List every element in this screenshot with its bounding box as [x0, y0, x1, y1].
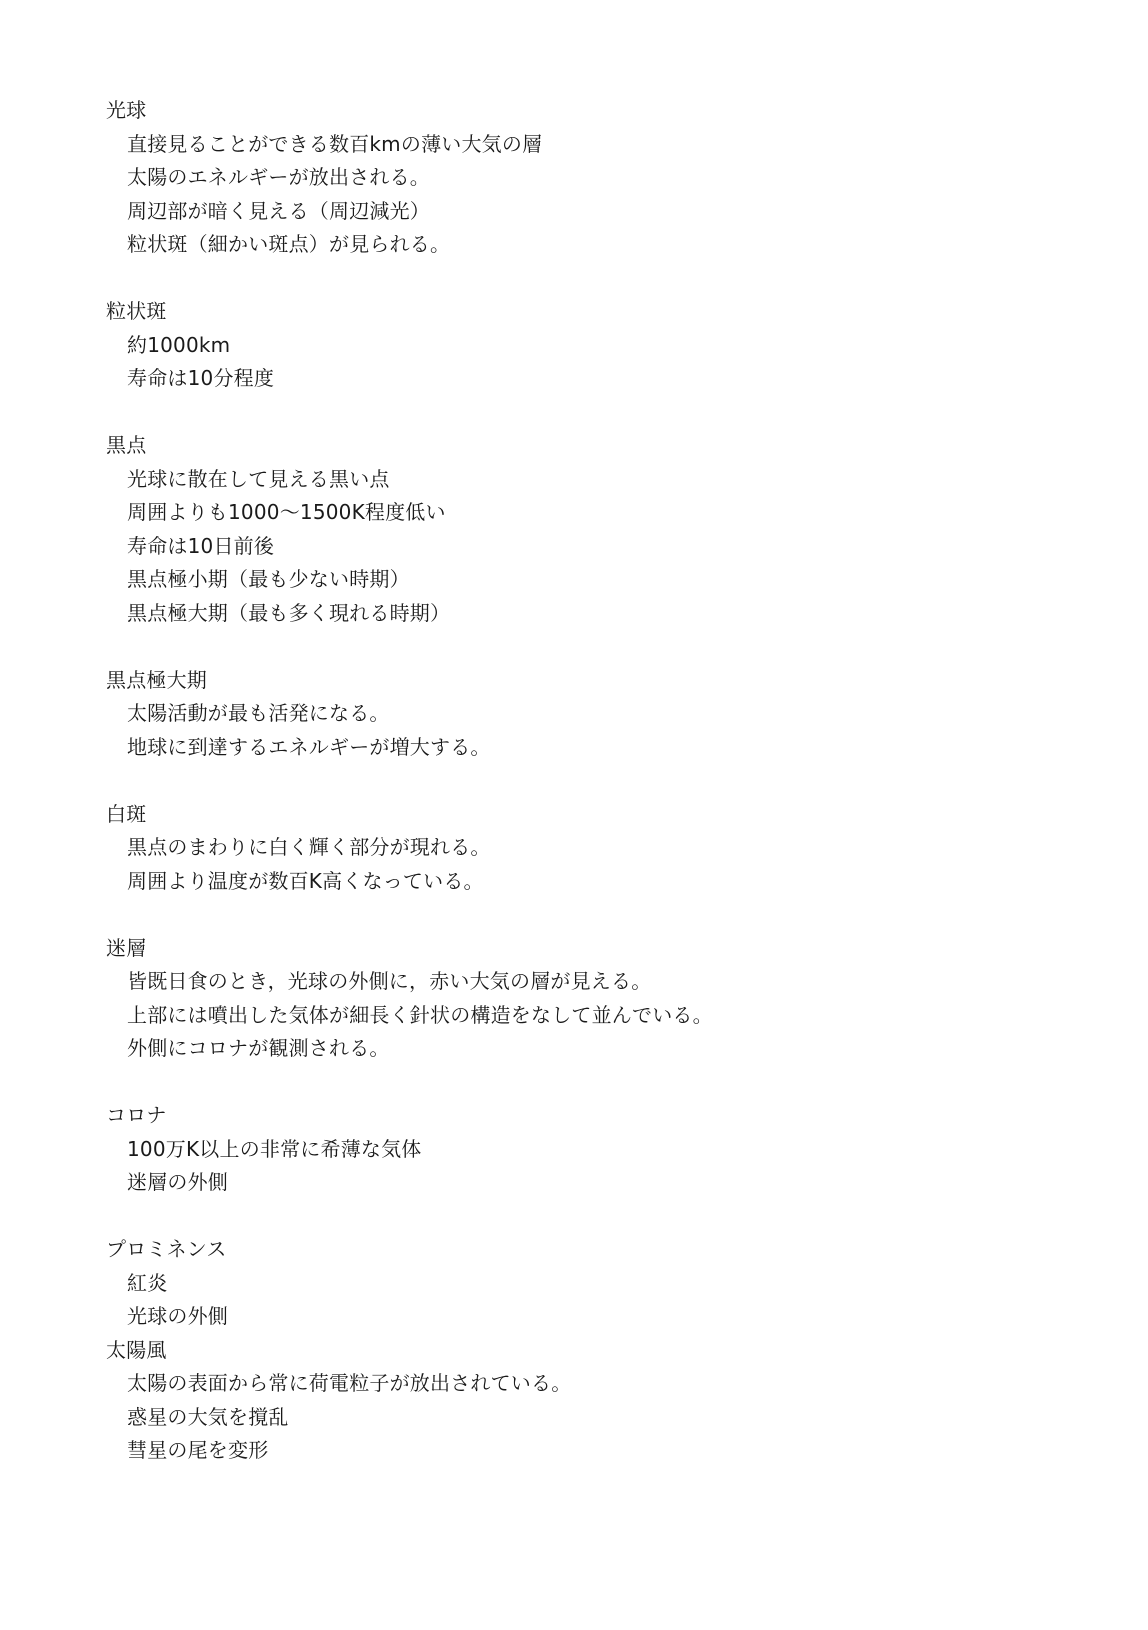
section-facula [106, 798, 1066, 932]
section-granulation [106, 295, 1066, 429]
section-corona [106, 1099, 1066, 1233]
section-gap [106, 1066, 1066, 1100]
section-chromosphere [106, 932, 1066, 1100]
section-item: 光球の外側 [127, 1304, 228, 1328]
section-item: 100万K以上の非常に希薄な気体 [127, 1136, 422, 1161]
section-heading: 黒点 [106, 433, 147, 457]
section-item: 直接見ることができる数百kmの薄い大気の層 [127, 131, 543, 156]
section-item: 黒点極小期（最も少ない時期） [127, 567, 410, 591]
section-gap [106, 262, 1066, 296]
section-heading: コロナ [106, 1103, 167, 1127]
section-item: 黒点極大期（最も多く現れる時期） [127, 600, 451, 625]
section-item: 紅炎 [127, 1270, 168, 1295]
section-gap [106, 1200, 1066, 1234]
section-item: 太陽活動が最も活発になる。 [127, 701, 390, 725]
section-gap [106, 898, 1066, 932]
section-item: 皆既日食のとき，光球の外側に，赤い大気の層が見える。 [127, 969, 652, 993]
section-gap [106, 396, 1066, 430]
section-item: 上部には噴出した気体が細長く針状の構造をなして並んでいる。 [127, 1002, 713, 1027]
section-item: 惑星の大気を撹乱 [127, 1404, 289, 1429]
document-body [106, 94, 1066, 1468]
section-item: 迷層の外側 [127, 1170, 228, 1194]
section-heading: 黒点極大期 [106, 667, 207, 692]
section-heading: プロミネンス [106, 1237, 227, 1261]
section-prominence [106, 1233, 1066, 1334]
section-item: 太陽の表面から常に荷電粒子が放出されている。 [127, 1371, 572, 1395]
section-item: 光球に散在して見える黒い点 [127, 466, 390, 491]
section-heading: 白斑 [106, 801, 147, 826]
section-item: 外側にコロナが観測される。 [127, 1036, 390, 1060]
section-item: 寿命は10分程度 [127, 366, 275, 390]
section-item: 周囲よりも1000〜1500K程度低い [127, 500, 446, 524]
section-heading: 迷層 [106, 935, 147, 960]
section-sunspot [106, 429, 1066, 664]
section-heading: 粒状斑 [106, 299, 167, 323]
section-solar-maximum [106, 664, 1066, 798]
section-photosphere [106, 94, 1066, 295]
section-heading: 太陽風 [106, 1337, 167, 1362]
section-solar-wind [106, 1334, 1066, 1468]
section-item: 地球に到達するエネルギーが増大する。 [127, 734, 491, 759]
section-item: 彗星の尾を変形 [127, 1438, 269, 1462]
section-heading: 光球 [106, 98, 147, 122]
section-item: 寿命は10日前後 [127, 533, 275, 558]
section-gap [106, 630, 1066, 664]
section-item: 粒状斑（細かい斑点）が見られる。 [127, 232, 451, 256]
section-item: 太陽のエネルギーが放出される。 [127, 165, 430, 189]
section-item: 約1000km [127, 332, 231, 357]
section-gap [106, 764, 1066, 798]
section-item: 黒点のまわりに白く輝く部分が現れる。 [127, 835, 491, 859]
section-item: 周辺部が暗く見える（周辺減光） [127, 198, 430, 223]
section-item: 周囲より温度が数百K高くなっている。 [127, 868, 484, 893]
